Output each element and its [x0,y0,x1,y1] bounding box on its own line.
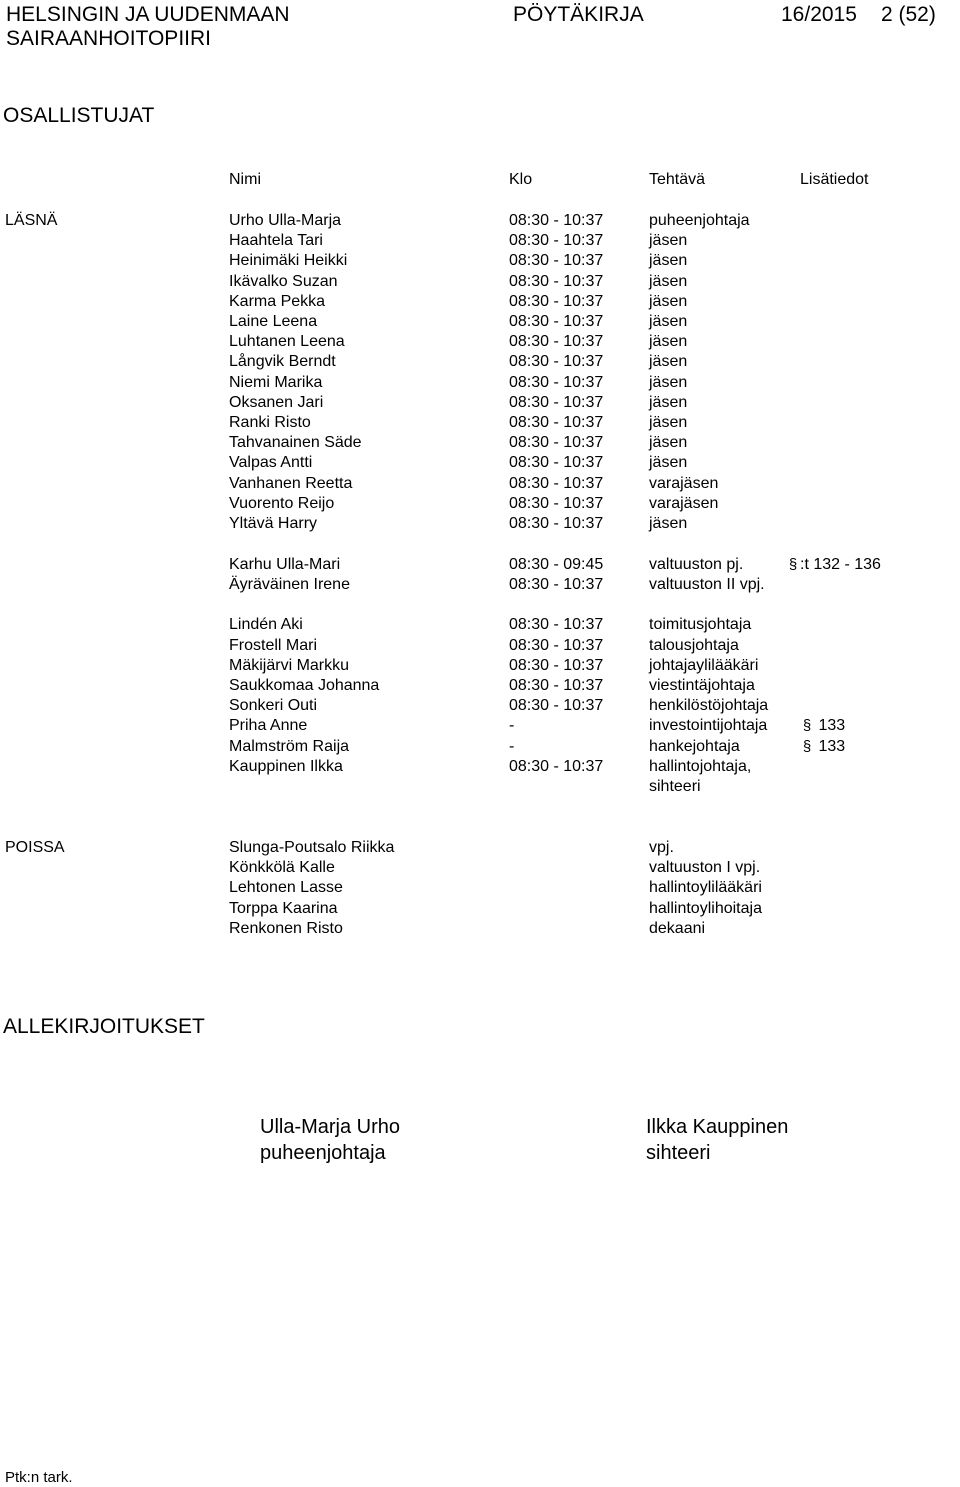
column-header-name: Nimi [229,171,261,188]
absent-name: Renkonen Risto [229,920,343,937]
member-time: 08:30 - 10:37 [509,394,604,411]
council-role: valtuuston pj. [649,556,744,573]
member-name: Laine Leena [229,313,318,330]
signer-title: sihteeri [646,1142,711,1164]
member-role: jäsen [649,252,688,269]
official-time: 08:30 - 10:37 [509,637,604,654]
council-role: valtuuston II vpj. [649,576,765,593]
member-time: 08:30 - 10:37 [509,212,604,229]
member-time: 08:30 - 10:37 [509,495,604,512]
member-time: 08:30 - 10:37 [509,333,604,350]
member-role: jäsen [649,313,688,330]
page-number: 2 (52) [881,3,936,26]
signer-name: Ulla-Marja Urho [260,1116,401,1138]
council-info: § :t 132 - 136 [786,555,881,575]
official-info: § 133 [800,737,845,757]
member-time: 08:30 - 10:37 [509,293,604,310]
member-name: Valpas Antti [229,454,313,471]
absent-name: Torppa Kaarina [229,900,338,917]
member-role: jäsen [649,232,688,249]
official-role: hankejohtaja [649,738,740,755]
official-name: Lindén Aki [229,616,303,633]
member-role: jäsen [649,454,688,471]
member-name: Vanhanen Reetta [229,475,353,492]
official-time: 08:30 - 10:37 [509,677,604,694]
absent-role: vpj. [649,839,674,856]
official-name: Malmström Raija [229,738,350,755]
signer-title: puheenjohtaja [260,1142,386,1164]
column-header-time: Klo [509,171,533,188]
official-role-continuation: sihteeri [649,778,701,795]
member-time: 08:30 - 10:37 [509,374,604,391]
member-name: Oksanen Jari [229,394,324,411]
absent-name: Könkkölä Kalle [229,859,335,876]
official-info: § 133 [800,716,845,736]
member-time: 08:30 - 10:37 [509,414,604,431]
member-name: Ikävalko Suzan [229,273,338,290]
official-name: Saukkomaa Johanna [229,677,380,694]
member-name: Haahtela Tari [229,232,323,249]
org-name-line1: HELSINGIN JA UUDENMAAN [6,3,290,26]
member-name: Karma Pekka [229,293,326,310]
official-name: Priha Anne [229,717,308,734]
member-role: jäsen [649,414,688,431]
absent-role: dekaani [649,920,706,937]
doc-number: 16/2015 [781,3,857,26]
council-name: Karhu Ulla-Mari [229,556,341,573]
org-name-line2: SAIRAANHOITOPIIRI [6,27,211,50]
council-name: Äyräväinen Irene [229,576,350,593]
absent-role: valtuuston I vpj. [649,859,761,876]
member-role: varajäsen [649,475,719,492]
council-time: 08:30 - 10:37 [509,576,604,593]
official-role: investointijohtaja [649,717,768,734]
official-name: Sonkeri Outi [229,697,318,714]
official-time: - [509,717,515,734]
absent-name: Slunga-Poutsalo Riikka [229,839,395,856]
column-header-role: Tehtävä [649,171,706,188]
official-role: viestintäjohtaja [649,677,755,694]
official-role: johtajaylilääkäri [649,657,759,674]
official-time: - [509,738,515,755]
official-name: Kauppinen Ilkka [229,758,343,775]
official-time: 08:30 - 10:37 [509,697,604,714]
member-name: Urho Ulla-Marja [229,212,342,229]
member-time: 08:30 - 10:37 [509,454,604,471]
official-name: Mäkijärvi Markku [229,657,350,674]
member-time: 08:30 - 10:37 [509,353,604,370]
signer-name: Ilkka Kauppinen [646,1116,789,1138]
member-name: Luhtanen Leena [229,333,345,350]
absent-name: Lehtonen Lasse [229,879,343,896]
member-name: Tahvanainen Säde [229,434,362,451]
member-name: Yltävä Harry [229,515,318,532]
member-role: puheenjohtaja [649,212,750,229]
member-name: Vuorento Reijo [229,495,335,512]
absent-role: hallintoylihoitaja [649,900,762,917]
official-name: Frostell Mari [229,637,318,654]
member-time: 08:30 - 10:37 [509,232,604,249]
member-time: 08:30 - 10:37 [509,313,604,330]
member-role: jäsen [649,273,688,290]
official-time: 08:30 - 10:37 [509,616,604,633]
member-name: Heinimäki Heikki [229,252,348,269]
official-role: toimitusjohtaja [649,616,752,633]
official-role: henkilöstöjohtaja [649,697,769,714]
section-sign-icon: § [802,738,812,755]
member-role: jäsen [649,394,688,411]
member-role: jäsen [649,293,688,310]
council-time: 08:30 - 09:45 [509,556,604,573]
participants-title: OSALLISTUJAT [3,104,155,127]
doc-type: PÖYTÄKIRJA [513,3,644,26]
official-role: hallintojohtaja, [649,758,752,775]
member-role: jäsen [649,434,688,451]
member-role: jäsen [649,374,688,391]
member-role: jäsen [649,515,688,532]
section-sign-icon: § [788,556,798,573]
member-name: Ranki Risto [229,414,311,431]
member-time: 08:30 - 10:37 [509,475,604,492]
member-name: Långvik Berndt [229,353,336,370]
member-role: jäsen [649,353,688,370]
section-sign-icon: § [802,717,812,734]
member-time: 08:30 - 10:37 [509,434,604,451]
member-time: 08:30 - 10:37 [509,273,604,290]
column-header-info: Lisätiedot [800,171,869,188]
official-role: talousjohtaja [649,637,739,654]
member-role: jäsen [649,333,688,350]
present-label: LÄSNÄ [5,212,58,229]
absent-role: hallintoylilääkäri [649,879,762,896]
official-time: 08:30 - 10:37 [509,758,604,775]
official-time: 08:30 - 10:37 [509,657,604,674]
footer-note: Ptk:n tark. [5,1469,73,1486]
member-role: varajäsen [649,495,719,512]
signatures-title: ALLEKIRJOITUKSET [3,1015,205,1038]
absent-label: POISSA [5,839,65,856]
member-time: 08:30 - 10:37 [509,515,604,532]
member-name: Niemi Marika [229,374,323,391]
member-time: 08:30 - 10:37 [509,252,604,269]
